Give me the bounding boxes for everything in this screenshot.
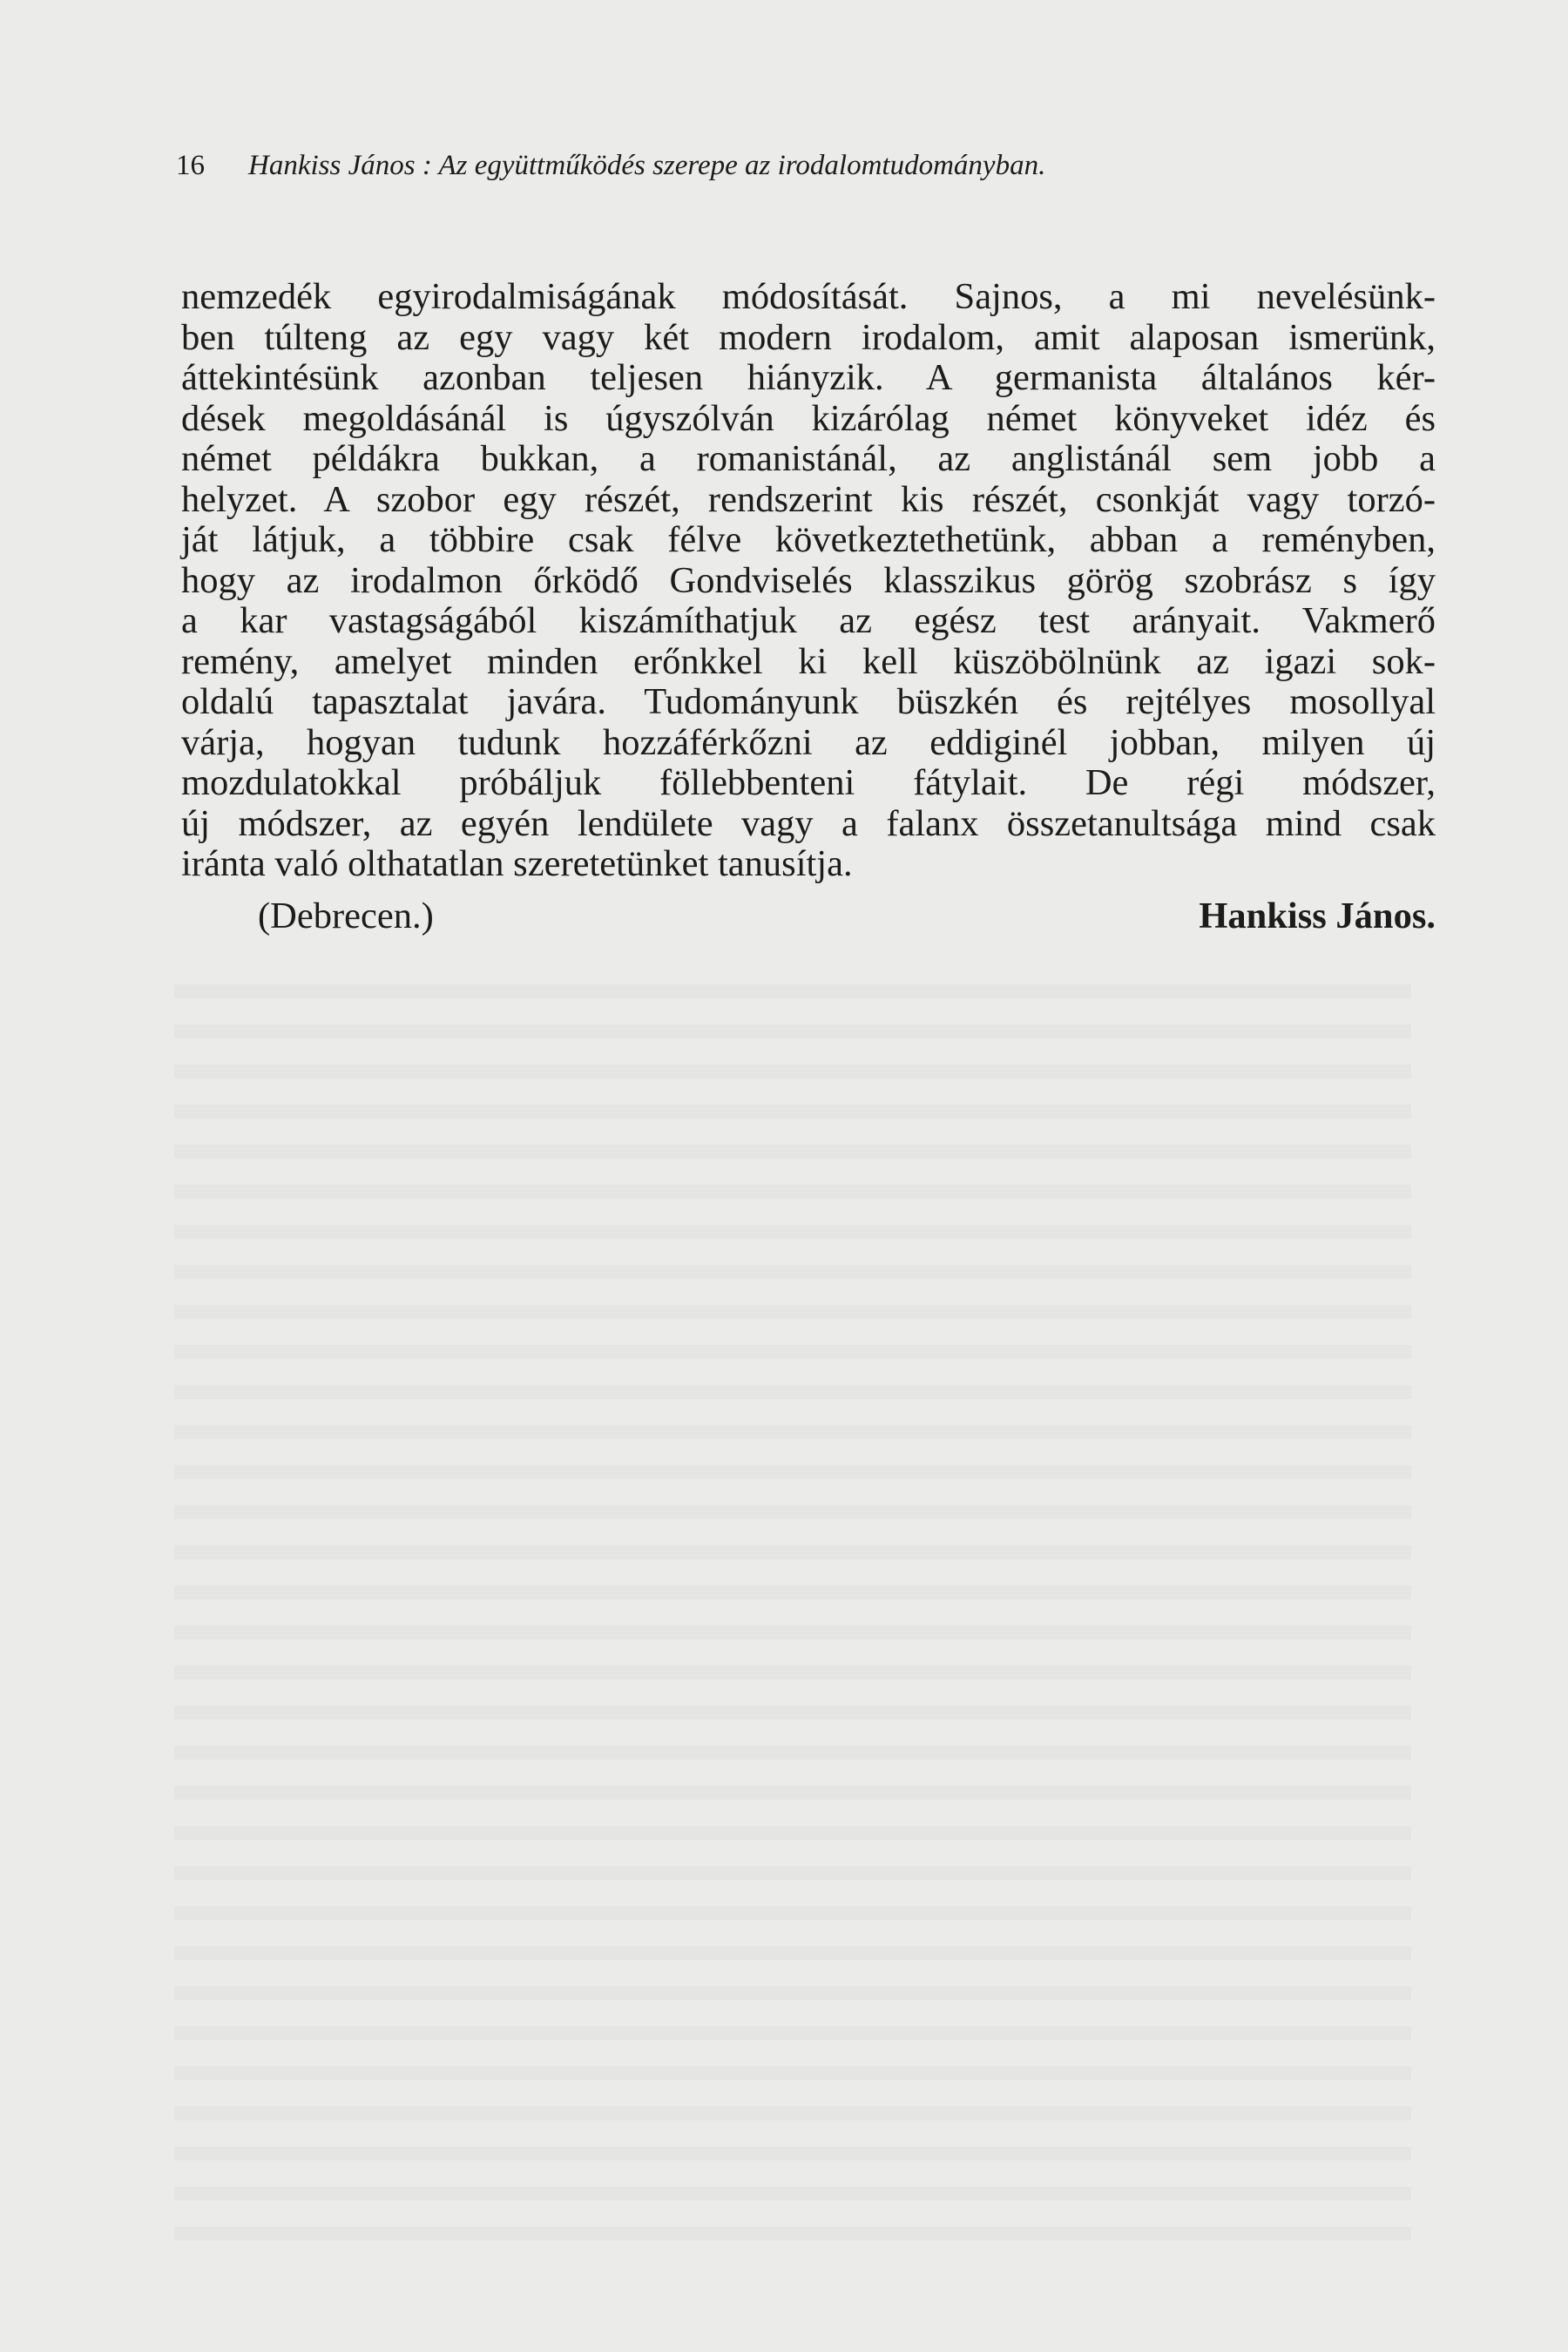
show-through-texture xyxy=(174,958,1411,2265)
text-line: iránta való olthatatlan szeretetünket tanusítja. xyxy=(181,843,853,884)
signature-block xyxy=(181,896,1436,937)
text-line: ben túlteng az egy vagy két modern irodalom, amit alaposan ismerünk, xyxy=(181,316,1436,358)
text-line: mozdulatokkal próbáljuk föllebbenteni fátylait. De régi módszer, xyxy=(181,762,1436,803)
text-line: áttekintésünk azonban teljesen hiányzik. A germanista általános kér- xyxy=(181,357,1436,398)
text-line: a kar vastagságából kiszámíthatjuk az egész test arányait. Vakmerő xyxy=(181,600,1436,641)
running-title: Hankiss János : Az együttműködés szerepe az irodalomtudományban. xyxy=(248,150,1046,181)
text-line: nemzedék egyirodalmiságának módosítását. Sajnos, a mi nevelésünk- xyxy=(181,276,1436,317)
text-line: dések megoldásánál is úgyszólván kizárólag német könyveket idéz és xyxy=(181,397,1436,439)
text-line: remény, amelyet minden erőnkkel ki kell küszöbölnünk az igazi sok- xyxy=(181,640,1436,682)
text-line: hogy az irodalmon őrködő Gondviselés klasszikus görög szobrász s így xyxy=(181,559,1436,601)
running-header xyxy=(176,150,1413,182)
page-number: 16 xyxy=(176,150,205,181)
signature-author: Hankiss János. xyxy=(1199,895,1436,936)
body-text xyxy=(181,277,1436,937)
text-line: német példákra bukkan, a romanistánál, az anglistánál sem jobb a xyxy=(181,438,1436,479)
text-line: új módszer, az egyén lendülete vagy a falanx összetanultsága mind csak xyxy=(181,802,1436,844)
signature-place: (Debrecen.) xyxy=(258,895,434,936)
text-line: oldalú tapasztalat javára. Tudományunk büszkén és rejtélyes mosollyal xyxy=(181,681,1436,722)
text-line: várja, hogyan tudunk hozzáférkőzni az eddiginél jobban, milyen új xyxy=(181,721,1436,763)
text-line: ját látjuk, a többire csak félve következtethetünk, abban a reményben, xyxy=(181,519,1436,560)
text-line: helyzet. A szobor egy részét, rendszerint kis részét, csonkját vagy torzó- xyxy=(181,478,1436,520)
